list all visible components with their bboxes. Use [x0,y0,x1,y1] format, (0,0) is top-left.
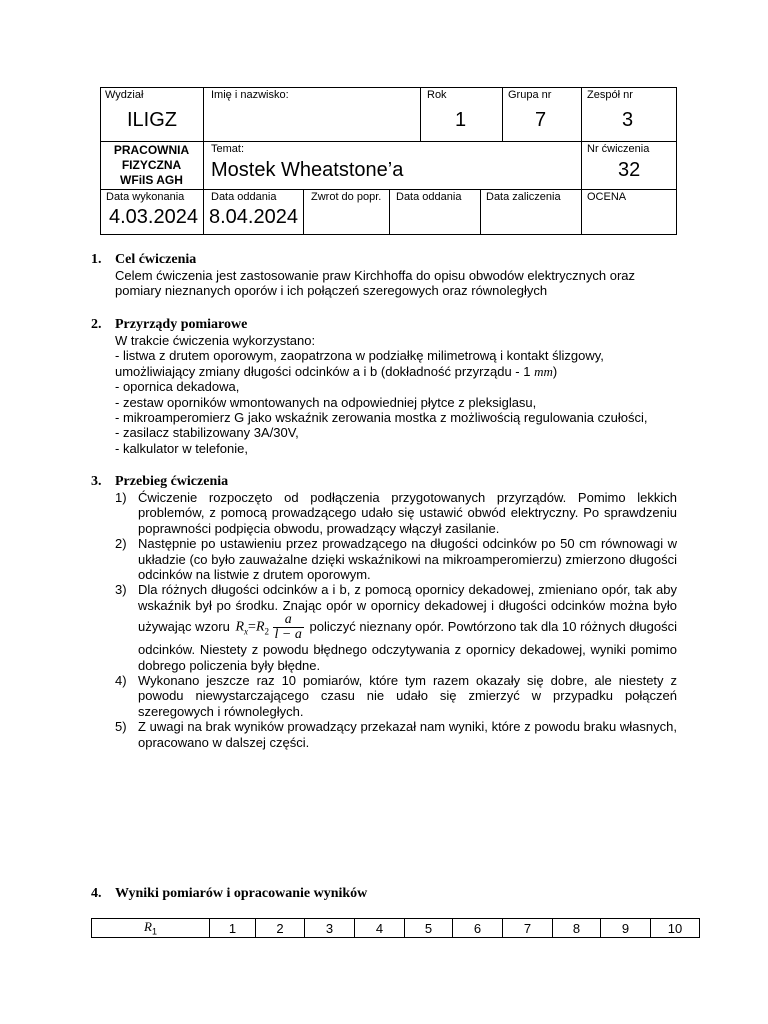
temat-label: Temat: [211,143,245,155]
wydzial-label-visible: Wydział [105,89,144,101]
data-oddania2-label: Data oddania [396,191,462,203]
results-col-7: 7 [503,919,553,938]
formula-numerator: a [273,613,304,628]
step-3-text [138,582,677,673]
section2-item2: - opornica dekadowa, [115,379,240,395]
step-1-text: Ćwiczenie rozpoczęto od podłączenia przygotowanych przyrządów. Pomimo lekkich problemów, z pomocą prowadzącego udało się ustawić obwód elektryczny. Po sprawdzeniu poprawności podpięcia obwodu, prowadzący włączył zasilanie. [138,490,677,536]
results-col-3: 3 [305,919,355,938]
results-head-sub: 1 [151,926,157,937]
section3-number: 3. [91,474,102,489]
grupa-value-visible: 7 [535,109,547,131]
results-col-2: 2 [256,919,305,938]
formula-r2-sub: 2 [264,626,270,637]
results-col-8: 8 [553,919,601,938]
formula-denominator: l − a [274,627,302,643]
section2-item1 [115,348,680,379]
rok-label-visible: Rok [427,89,447,101]
nr-cwiczenia-label: Nr ćwiczenia [587,143,650,155]
pracownia-line3: WFiIS AGH [120,173,183,187]
section2-item5: - zasilacz stabilizowany 3A/30V, [115,425,299,441]
results-head-symbol [92,919,210,938]
grupa-label-visible: Grupa nr [508,89,552,101]
section2-body [115,333,680,456]
formula [235,613,303,642]
formula-eq: = [248,619,256,635]
ocena-label: OCENA [587,191,627,203]
nr-cwiczenia-value: 32 [618,159,641,181]
section2-item1-text: - listwa z drutem oporowym, zaopatrzona w podziałkę milimetrową i kontakt ślizgowy, umożliwiający zmiany długości odcinków a i b (dokładność przyrządu - 1 [115,348,604,379]
results-col-4: 4 [355,919,405,938]
pracownia-block [100,143,203,188]
results-col-5: 5 [405,919,453,938]
step-1-number: 1) [115,490,127,505]
zespol-value-visible: 3 [622,109,634,131]
step-4 [115,673,677,719]
section2-item3: - zestaw oporników wmontowanych na odpowiedniej płytce z pleksiglasu, [115,394,537,410]
section3-title: Przebieg ćwiczenia [115,474,229,489]
section4-title: Wyniki pomiarów i opracowanie wyników [115,886,368,901]
step-2-number: 2) [115,536,127,552]
data-oddania-value: 8.04.2024 [209,206,298,228]
section1-number: 1. [91,252,102,267]
step-3 [115,582,677,673]
pracownia-line1: PRACOWNIA [113,143,190,157]
section2-title: Przyrządy pomiarowe [115,317,248,332]
section2-intro: W trakcie ćwiczenia wykorzystano: [115,333,316,348]
section2-item1-unit: mm [534,363,553,379]
step-4-text: Wykonano jeszcze raz 10 pomiarów, które tym razem okazały się dobre, ale niestety z powodu niewystarczającego czasu nie udało się zmierzyć w przypadku połączeń szeregowych i równoległych. [138,673,677,719]
formula-lhs-sub: x [244,626,249,637]
section2-item6: - kalkulator w telefonie, [115,440,248,456]
results-header-row [92,919,700,938]
step-4-number: 4) [115,673,127,689]
formula-lhs: R [235,619,245,635]
formula-r2: R [255,619,265,635]
results-col-6: 6 [453,919,503,938]
data-zaliczenia-label: Data zaliczenia [486,191,561,203]
section1-title: Cel ćwiczenia [115,252,197,267]
results-col-10: 10 [651,919,700,938]
section2-item4: - mikroamperomierz G jako wskaźnik zerowania mostka z możliwością regulowania czułości, [115,410,648,426]
zwrot-label: Zwrot do popr. [311,191,382,203]
section4-number: 4. [91,886,102,901]
data-wykonania-value: 4.03.2024 [109,206,198,228]
step-3-number: 3) [115,582,127,598]
step-5 [115,719,677,750]
data-wykonania-label: Data wykonania [106,191,185,203]
temat-value: Mostek Wheatstone’a [211,159,404,181]
section2-number: 2. [91,317,102,332]
step-2-text: Następnie po ustawieniu przez prowadzącego na długości odcinków po 50 cm równowagi w układzie (co było zauważalne dzięki wskaźnikowi na mikroamperomierzu) zmierzono długości odcinków na listwie z drutem oporowym. [138,536,677,583]
section3-steps [115,490,677,750]
pracownia-line2: FIZYCZNA [121,158,182,172]
step-1 [115,490,677,536]
formula-fraction [273,613,304,642]
results-col-9: 9 [601,919,651,938]
data-oddania-label: Data oddania [211,191,277,203]
step-3-text-b: policzyć nieznany opór. Powtórzono tak dla 10 różnych długości odcinków. Niestety z powodu błędnego odczytywania z opornicy dekadowej, wyniki pomimo dobrego policzenia były błędne. [138,619,677,673]
rok-value-visible: 1 [455,109,467,131]
step-5-text: Z uwagi na brak wyników prowadzący przekazał nam wyniki, które z powodu braku własnych, opracowano w dalszej części. [138,719,677,750]
step-3-text-a: Dla różnych długości odcinków a i b, z pomocą opornicy dekadowej, zmieniano opór, tak aby wskaźnik był po środku. Znając opór w opornicy dekadowej i długości odcinków można było używając wzoru [138,582,677,635]
results-col-1: 1 [210,919,256,938]
results-table [91,918,700,938]
section2-item1-close: ) [552,363,558,379]
results-head-r: R [144,919,152,935]
wydzial-value-visible: ILIGZ [127,109,178,131]
imie-label-visible: Imię i nazwisko: [211,89,289,101]
step-2 [115,536,677,582]
header-row1 [100,87,676,142]
zespol-label-visible: Zespół nr [587,89,633,101]
section1-text: Celem ćwiczenia jest zastosowanie praw Kirchhoffa do opisu obwodów elektrycznych oraz pomiary nieznanych oporów i ich połączeń szeregowych oraz równoległych [115,268,636,299]
step-5-number: 5) [115,719,127,735]
